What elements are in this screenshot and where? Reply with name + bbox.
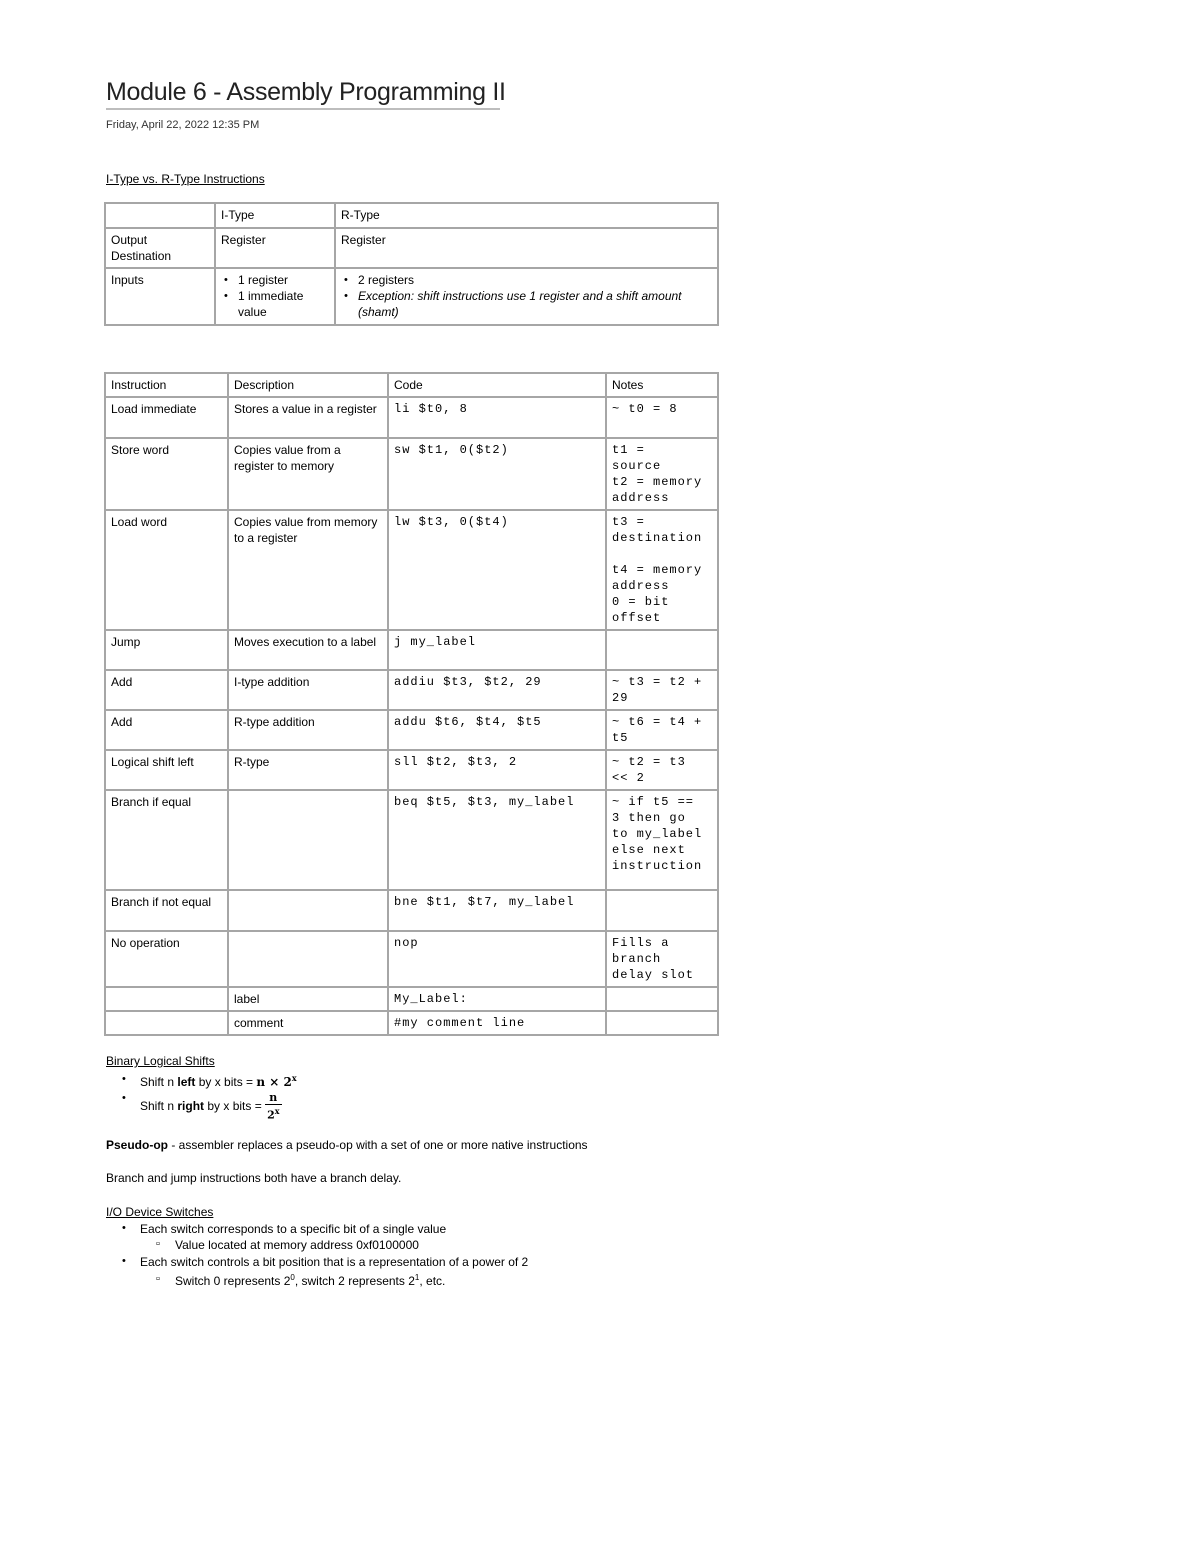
exponent: 1 <box>414 1273 420 1282</box>
description-cell: comment <box>228 1011 388 1035</box>
table-row <box>105 987 718 1011</box>
notes-cell: ~ t6 = t4 + t5 <box>606 710 718 750</box>
keyword-right: right <box>177 1099 205 1113</box>
table-header-rtype: R-Type <box>335 203 718 228</box>
description-cell: I-type addition <box>228 670 388 710</box>
instruction-cell: Jump <box>105 630 228 670</box>
description-cell: Stores a value in a register <box>228 397 388 438</box>
fraction-numerator: n <box>265 1092 281 1105</box>
notes-cell: ~ t3 = t2 + 29 <box>606 670 718 710</box>
section-heading-io-switches: I/O Device Switches <box>106 1205 214 1219</box>
code-cell: #my comment line <box>388 1011 606 1035</box>
code-cell: j my_label <box>388 630 606 670</box>
description-cell: Copies value from memory to a register <box>228 510 388 630</box>
list-item: • Exception: shift instructions use 1 register and a shift amount (shamt) <box>358 288 712 320</box>
table-row <box>105 790 718 890</box>
description-cell: R-type <box>228 750 388 790</box>
table-cell <box>105 203 215 228</box>
description-cell: Moves execution to a label <box>228 630 388 670</box>
pseudo-op-definition: - assembler replaces a pseudo-op with a set of one or more native instructions <box>168 1138 588 1152</box>
instruction-cell: Logical shift left <box>105 750 228 790</box>
table-cell: Register <box>335 228 718 268</box>
text: , etc. <box>419 1274 446 1288</box>
notes-cell <box>606 890 718 931</box>
pseudo-op-paragraph <box>106 1138 588 1152</box>
table-header-row <box>105 373 718 397</box>
table-header-itype: I-Type <box>215 203 335 228</box>
description-cell <box>228 931 388 987</box>
instruction-cell: No operation <box>105 931 228 987</box>
rtype-inputs-list <box>341 272 712 320</box>
instruction-cell: Add <box>105 710 228 750</box>
itype-rtype-table <box>104 202 719 326</box>
notes-cell <box>606 987 718 1011</box>
code-cell: sll $t2, $t3, 2 <box>388 750 606 790</box>
text: 2 <box>267 1108 275 1122</box>
list-item: ▫ Value located at memory address 0xf0100000 <box>175 1238 419 1252</box>
table-cell <box>215 268 335 325</box>
list-item: • Each switch corresponds to a specific bit of a single value <box>140 1222 446 1236</box>
notes-cell: t1 = source t2 = memory address <box>606 438 718 510</box>
formula-exponent: x <box>274 1106 280 1116</box>
section-heading-itype-rtype: I-Type vs. R-Type Instructions <box>106 172 265 186</box>
code-cell: My_Label: <box>388 987 606 1011</box>
description-cell: label <box>228 987 388 1011</box>
description-cell: R-type addition <box>228 710 388 750</box>
description-cell: Copies value from a register to memory <box>228 438 388 510</box>
table-row <box>105 750 718 790</box>
header-notes: Notes <box>606 373 718 397</box>
pseudo-op-term: Pseudo-op <box>106 1138 168 1152</box>
text: , switch 2 represents 2 <box>294 1274 415 1288</box>
exponent: 0 <box>290 1273 295 1282</box>
table-row <box>105 438 718 510</box>
notes-cell: Fills a branch delay slot <box>606 931 718 987</box>
instruction-table <box>104 372 719 1036</box>
code-cell: li $t0, 8 <box>388 397 606 438</box>
header-code: Code <box>388 373 606 397</box>
text: by x bits = <box>195 1075 257 1089</box>
table-row <box>105 890 718 931</box>
notes-cell <box>606 630 718 670</box>
code-cell: addiu $t3, $t2, 29 <box>388 670 606 710</box>
title-underline <box>106 108 500 110</box>
text: Shift n <box>140 1099 178 1113</box>
text: Switch 0 represents 2 <box>175 1274 291 1288</box>
table-row <box>105 710 718 750</box>
notes-cell: ~ if t5 == 3 then go to my_label else next instruction <box>606 790 718 890</box>
header-instruction: Instruction <box>105 373 228 397</box>
table-row <box>105 630 718 670</box>
shift-left-bullet <box>140 1073 297 1089</box>
branch-delay-paragraph: Branch and jump instructions both have a branch delay. <box>106 1171 402 1185</box>
table-row <box>105 397 718 438</box>
table-cell <box>335 268 718 325</box>
timestamp: Friday, April 22, 2022 12:35 PM <box>106 119 260 131</box>
notes-cell: t3 = destination t4 = memory address 0 = bit offset <box>606 510 718 630</box>
list-item: • Each switch controls a bit position that is a representation of a power of 2 <box>140 1255 528 1269</box>
instruction-cell <box>105 987 228 1011</box>
list-item: • 2 registers <box>358 272 712 288</box>
text: Shift n <box>140 1075 178 1089</box>
row-label: Inputs <box>105 268 215 325</box>
code-cell: bne $t1, $t7, my_label <box>388 890 606 931</box>
table-cell: Register <box>215 228 335 268</box>
shift-left-formula: n × 2 <box>256 1075 292 1089</box>
shift-right-bullet <box>140 1092 282 1122</box>
table-row <box>105 931 718 987</box>
notes-cell: ~ t2 = t3 << 2 <box>606 750 718 790</box>
shift-right-fraction <box>265 1092 281 1122</box>
table-row <box>105 1011 718 1035</box>
header-description: Description <box>228 373 388 397</box>
description-cell <box>228 890 388 931</box>
keyword-left: left <box>177 1075 196 1089</box>
description-cell <box>228 790 388 890</box>
fraction-denominator <box>265 1105 281 1122</box>
list-item <box>175 1273 445 1288</box>
row-label: Output Destination <box>105 228 215 268</box>
table-row <box>105 510 718 630</box>
instruction-cell: Branch if equal <box>105 790 228 890</box>
text: by x bits = <box>204 1099 266 1113</box>
list-item: • 1 register <box>238 272 329 288</box>
instruction-cell: Load word <box>105 510 228 630</box>
page-title: Module 6 - Assembly Programming II <box>106 78 506 106</box>
instruction-cell: Branch if not equal <box>105 890 228 931</box>
code-cell: beq $t5, $t3, my_label <box>388 790 606 890</box>
table-row <box>105 268 718 325</box>
code-cell: addu $t6, $t4, $t5 <box>388 710 606 750</box>
notes-cell: ~ t0 = 8 <box>606 397 718 438</box>
code-cell: nop <box>388 931 606 987</box>
instruction-cell: Load immediate <box>105 397 228 438</box>
formula-exponent: x <box>291 1073 297 1083</box>
notes-cell <box>606 1011 718 1035</box>
list-item: • 1 immediate value <box>238 288 329 320</box>
code-cell: lw $t3, 0($t4) <box>388 510 606 630</box>
instruction-cell: Store word <box>105 438 228 510</box>
section-heading-binary-shifts: Binary Logical Shifts <box>106 1054 215 1068</box>
table-row <box>105 228 718 268</box>
itype-inputs-list <box>221 272 329 320</box>
code-cell: sw $t1, 0($t2) <box>388 438 606 510</box>
table-row <box>105 670 718 710</box>
instruction-cell: Add <box>105 670 228 710</box>
instruction-cell <box>105 1011 228 1035</box>
table-header-row <box>105 203 718 228</box>
